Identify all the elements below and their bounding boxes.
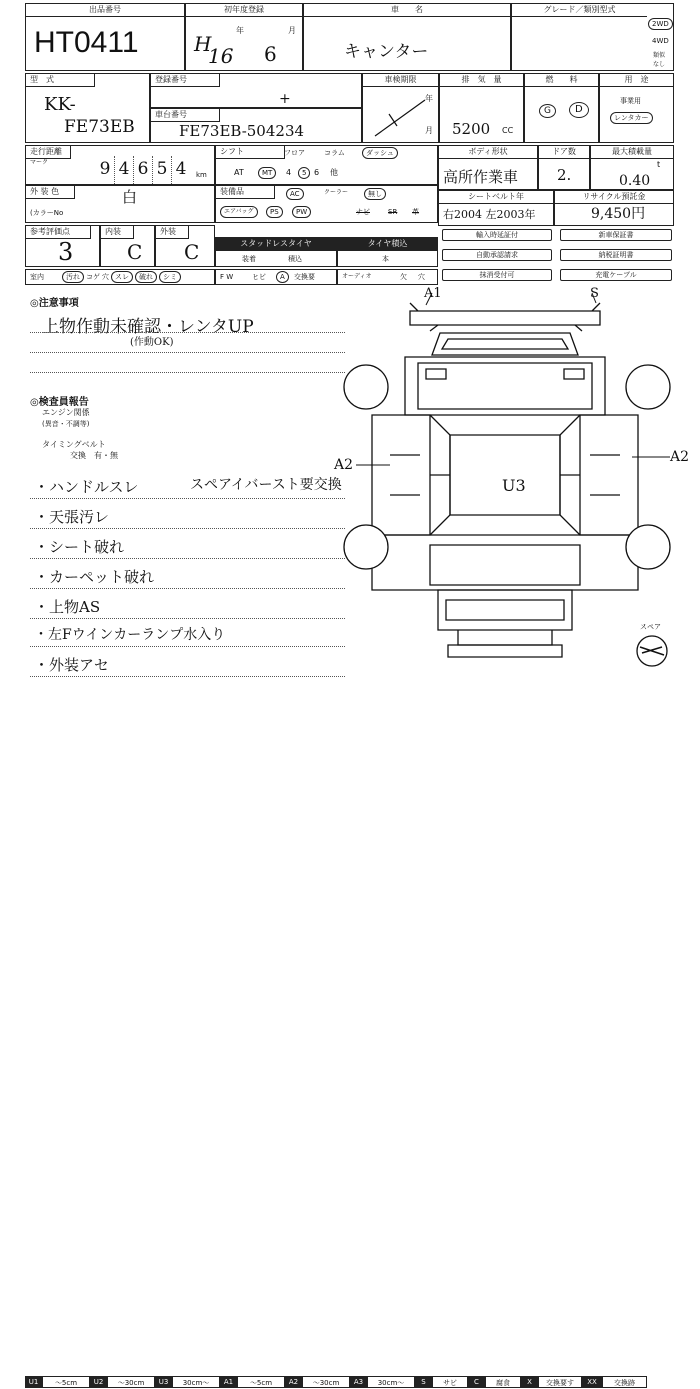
fw-a: A	[276, 271, 289, 283]
grade-score-label: 参考評価点	[26, 226, 91, 239]
max-load-value: 0.40	[619, 173, 651, 189]
equipment-box	[215, 185, 438, 223]
chassis-box	[150, 108, 362, 143]
fuel-box	[524, 73, 599, 143]
audio-hole: 穴	[418, 273, 425, 281]
fw-replace: 交換要	[294, 273, 315, 281]
legend-code: U1	[25, 1376, 42, 1388]
inspector-item: ・カーペット破れ	[34, 568, 155, 586]
first-registration-label: 初年度登録	[186, 4, 302, 17]
grade-score-value: 3	[58, 238, 74, 266]
legend-code: XX	[582, 1376, 602, 1388]
color-label: 外 装 色	[26, 186, 75, 199]
wheel-front-left	[344, 365, 388, 409]
month-value: 6	[264, 42, 277, 66]
mark-s: S	[590, 286, 599, 301]
inspector-rule	[30, 528, 345, 529]
fw-box	[215, 269, 337, 285]
damage-legend	[25, 688, 675, 1387]
inspector-title: ◎検査員報告	[30, 397, 89, 408]
legend-code: X	[521, 1376, 538, 1388]
interior-grade-label: 内装	[101, 226, 134, 239]
shift-4: 4	[286, 168, 292, 177]
usage-box	[599, 73, 674, 143]
tires-loaded-label: タイヤ積込	[338, 238, 437, 251]
equip-ac: AC	[286, 188, 304, 200]
registration-box	[150, 73, 362, 108]
audio-label: オーディオ	[342, 273, 372, 280]
color-number-label: (カラーNo	[30, 209, 64, 217]
recycle-box	[554, 190, 674, 226]
mileage-digit: 4	[115, 156, 134, 184]
inspector-rule	[30, 558, 345, 559]
notes-rule	[30, 332, 345, 333]
legend-code: U2	[90, 1376, 107, 1388]
color-box	[25, 185, 215, 223]
legend-code: S	[415, 1376, 432, 1388]
fuel-diesel: D	[569, 102, 589, 118]
timing-sub: 交換 有・無	[70, 451, 118, 460]
doors-value: 2.	[557, 166, 572, 184]
car-name-box	[303, 3, 511, 71]
inspector-item: ・シート破れ	[34, 538, 125, 556]
grade-label: グレード／類別型式	[512, 4, 647, 17]
grade-box	[511, 3, 674, 71]
legend-desc: ～5cm	[237, 1376, 285, 1388]
shift-dash: ダッシュ	[362, 147, 398, 159]
doors-box	[538, 145, 590, 190]
legend-desc: 交換要す	[538, 1376, 582, 1388]
displacement-value: 5200	[452, 120, 491, 138]
notes-rule	[30, 352, 345, 353]
inspector-rule	[30, 618, 345, 619]
mileage-label: 走行距離	[26, 146, 71, 159]
seatbelt-label: シートベルト年	[439, 191, 553, 204]
interior-condition-label: 室内	[30, 273, 44, 281]
inspector-item: ・天張汚レ	[34, 508, 110, 526]
notes-rule	[30, 372, 345, 373]
equip-pw: PW	[292, 206, 311, 218]
lot-number-box	[25, 3, 185, 71]
cond-hole: 穴	[102, 273, 109, 281]
drive-4wd: 4WD	[652, 37, 669, 45]
inspector-rule	[30, 588, 345, 589]
mileage-digit: 6	[134, 156, 153, 184]
inspection-month-unit: 月	[425, 126, 433, 135]
shift-label: シフト	[216, 146, 285, 159]
chassis-label: 車台番号	[151, 109, 220, 122]
interior-grade-box	[100, 225, 155, 267]
studless-mounted: 装着	[242, 255, 256, 263]
drive-2wd: 2WD	[648, 18, 673, 30]
legend-desc: ～5cm	[42, 1376, 90, 1388]
chassis-value: FE73EB-504234	[179, 122, 305, 140]
inspection-label: 車検期限	[363, 74, 438, 87]
usage-rental: レンタカー	[610, 112, 653, 124]
studless-loaded: 積込	[288, 255, 302, 263]
inspector-rule	[30, 676, 345, 677]
cond-torn: 破れ	[135, 271, 157, 283]
equip-airbag: エアバッグ	[220, 206, 258, 218]
legend-desc: ～30cm	[302, 1376, 350, 1388]
legend-code: A3	[350, 1376, 367, 1388]
mark-a2-right: A2	[670, 449, 690, 465]
cond-burn: コゲ	[86, 273, 100, 281]
equip-cooler: クーラー	[324, 189, 349, 196]
studless-label: スタッドレスタイヤ	[216, 238, 336, 251]
equip-ps: PS	[266, 206, 283, 218]
audio-missing: 欠	[400, 273, 407, 281]
mark-u3: U3	[502, 476, 526, 495]
notes-title: ◎注意事項	[30, 298, 79, 309]
tires-loaded-box	[337, 237, 438, 267]
body-type-box	[438, 145, 538, 190]
mileage-digit: 4	[175, 159, 187, 179]
displacement-unit: CC	[502, 126, 514, 135]
legend-desc: サビ	[432, 1376, 468, 1388]
exterior-grade-label: 外装	[156, 226, 189, 239]
fw-crack: ヒビ	[252, 273, 266, 281]
model-value-line2: FE73EB	[64, 117, 135, 137]
inspector-item: ・上物AS	[34, 598, 101, 616]
equip-navi: ナビ	[356, 208, 370, 216]
spare-tire-note: スペアイバースト要交換	[190, 477, 342, 493]
legend-desc: 交換跡	[602, 1376, 647, 1388]
equipment-label: 装備品	[216, 186, 275, 199]
usage-label: 用 途	[600, 74, 673, 87]
inspector-item: ・ハンドルスレ	[34, 478, 139, 496]
legend-code: A2	[285, 1376, 302, 1388]
lot-number-value: HT0411	[34, 26, 139, 59]
legend-desc: 30cm～	[172, 1376, 220, 1388]
usage-business: 事業用	[620, 97, 641, 105]
car-name-label: 車 名	[304, 4, 510, 17]
engine-label: エンジン関係	[42, 408, 90, 417]
wheel-rear-right	[626, 525, 670, 569]
max-load-unit: t	[657, 160, 661, 169]
color-value: 白	[122, 188, 138, 206]
legend-code: A1	[220, 1376, 237, 1388]
lot-number-label: 出品番号	[26, 4, 184, 17]
grade-score-box	[25, 225, 100, 267]
mileage-box	[25, 145, 215, 185]
inspector-rule	[30, 646, 345, 647]
shift-mt: MT	[258, 167, 276, 179]
legend-desc: 30cm～	[367, 1376, 415, 1388]
mark-a2-left: A2	[334, 457, 354, 473]
inspection-box	[362, 73, 439, 143]
shift-other: 他	[330, 168, 338, 177]
doc-import-cert: 輸入時延証付	[442, 229, 552, 241]
mileage-digit: 5	[153, 156, 172, 184]
displacement-label: 排 気 量	[440, 74, 523, 87]
doc-cancellation: 抹消受付可	[442, 269, 552, 281]
recycle-label: リサイクル預託金	[555, 191, 673, 204]
model-label: 型 式	[26, 74, 95, 87]
timing-label: タイミングベルト	[42, 440, 106, 449]
legend-desc: ～30cm	[107, 1376, 155, 1388]
inspector-item: ・左Fウインカーランプ水入り	[34, 627, 226, 643]
doc-charging-cable: 充電ケーブル	[560, 269, 672, 281]
seatbelt-value: 右2004 左2003年	[443, 208, 536, 221]
inspection-year-unit: 年	[425, 94, 433, 103]
interior-conditions	[62, 271, 181, 283]
fuel-gasoline: G	[539, 104, 556, 118]
fw-label: F W	[220, 273, 234, 281]
interior-condition-box	[25, 269, 215, 285]
doc-auto-approval: 自動承認請求	[442, 249, 552, 261]
shift-6: 6	[314, 168, 320, 177]
document-checklist	[442, 229, 674, 283]
shift-5: 5	[298, 167, 310, 179]
drive-none: なし	[653, 61, 666, 68]
inspector-rule	[30, 498, 345, 499]
inspection-crossout-mark	[369, 92, 429, 140]
spare-label: スペア	[640, 623, 661, 631]
body-type-label: ボディ形状	[439, 146, 537, 159]
equip-none: 無し	[364, 188, 386, 200]
recycle-value: 9,450円	[591, 206, 646, 222]
era-value: H	[194, 32, 212, 56]
drive-similar: 類似	[653, 52, 666, 59]
fuel-label: 燃 料	[525, 74, 598, 87]
cond-stain: シミ	[159, 271, 181, 283]
equip-sr: SR	[388, 208, 398, 216]
mark-a1: A1	[424, 286, 442, 301]
seatbelt-box	[438, 190, 554, 226]
doc-warranty: 新車保証書	[560, 229, 672, 241]
shift-column: コラム	[324, 149, 345, 157]
exterior-grade-value: C	[184, 240, 200, 264]
car-name-value: キャンター	[344, 42, 429, 62]
model-value-line1: KK-	[44, 94, 76, 115]
body-type-value: 高所作業車	[443, 168, 519, 186]
mileage-unit: km	[196, 171, 207, 179]
cond-dirt: 汚れ	[62, 271, 84, 283]
exterior-grade-box	[155, 225, 215, 267]
year-value: 16	[208, 44, 234, 68]
tires-loaded-unit: 本	[382, 255, 389, 263]
max-load-label: 最大積載量	[591, 146, 673, 159]
shift-box	[215, 145, 438, 185]
model-box	[25, 73, 150, 143]
audio-box	[337, 269, 438, 285]
wheel-front-right	[626, 365, 670, 409]
engine-sub: (異音・不調等)	[42, 420, 90, 428]
cond-scuff: スレ	[111, 271, 133, 283]
notes-line-1: 上物作動未確認・レンタUP	[42, 317, 254, 337]
registration-label: 登録番号	[151, 74, 220, 87]
mileage-digits	[96, 156, 190, 184]
shift-floor: フロア	[284, 149, 305, 157]
month-unit: 月	[288, 26, 296, 35]
registration-mark: +	[279, 91, 291, 107]
inspector-item: ・外装アセ	[34, 656, 109, 674]
shift-at: AT	[234, 168, 244, 177]
notes-line-1-sub: (作動OK)	[130, 337, 174, 348]
mileage-digit: 9	[96, 156, 115, 184]
displacement-box	[439, 73, 524, 143]
legend-code: C	[468, 1376, 485, 1388]
meter-mark-label: マーク	[30, 159, 49, 166]
max-load-box	[590, 145, 674, 190]
legend-code: U3	[155, 1376, 172, 1388]
doors-label: ドア数	[539, 146, 589, 159]
interior-grade-value: C	[127, 240, 143, 264]
first-registration-box	[185, 3, 303, 71]
wheel-rear-left	[344, 525, 388, 569]
studless-box	[215, 237, 337, 267]
doc-tax-cert: 納税証明書	[560, 249, 672, 261]
year-unit: 年	[236, 26, 244, 35]
legend-desc: 腐食	[485, 1376, 521, 1388]
equip-leather: 革	[412, 208, 419, 216]
